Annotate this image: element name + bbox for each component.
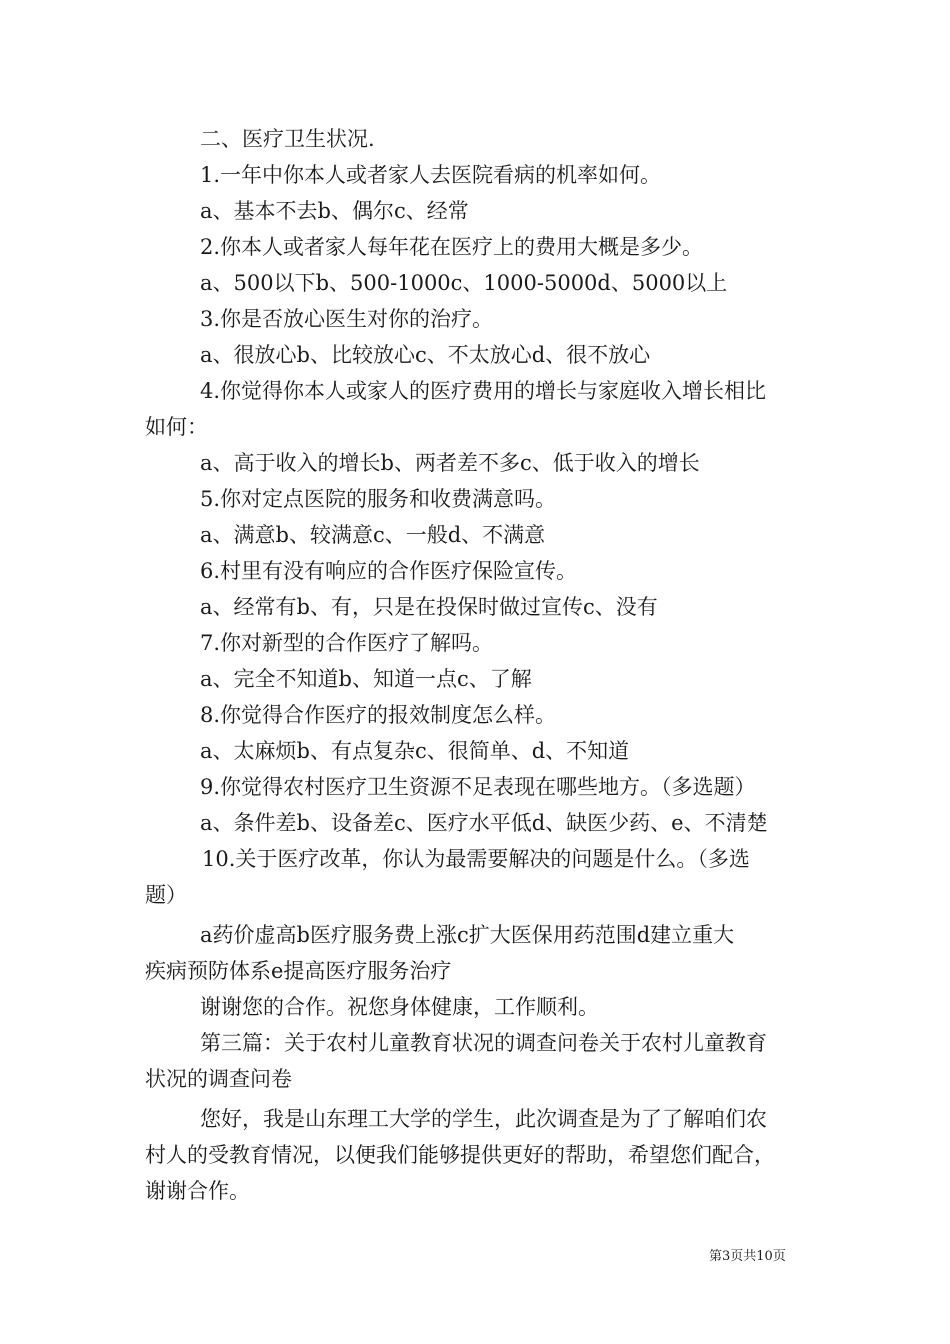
question-2-options: a、500以下b、500-1000c、1000-5000d、5000以上	[200, 271, 728, 295]
question-4-options: a、高于收入的增长b、两者差不多c、低于收入的增长	[200, 451, 700, 475]
section-heading: 二、医疗卫生状况.	[200, 127, 375, 151]
question-1: 1.一年中你本人或者家人去医院看病的机率如何。	[200, 163, 662, 187]
question-8-options: a、太麻烦b、有点复杂c、很简单、d、不知道	[200, 739, 630, 763]
question-10-line1: 10.关于医疗改革，你认为最需要解决的问题是什么。（多选	[202, 847, 750, 871]
question-10-options-line1: a药价虚高b医疗服务费上涨c扩大医保用药范围d建立重大	[200, 923, 735, 947]
question-5-options: a、满意b、较满意c、一般d、不满意	[200, 523, 546, 547]
question-8: 8.你觉得合作医疗的报效制度怎么样。	[200, 703, 557, 727]
question-10-line2: 题）	[145, 883, 187, 907]
question-3-options: a、很放心b、比较放心c、不太放心d、很不放心	[200, 343, 651, 367]
page-footer: 第3页共10页	[709, 1249, 786, 1264]
intro-line3: 谢谢合作。	[145, 1179, 250, 1203]
question-6: 6.村里有没有响应的合作医疗保险宣传。	[200, 559, 578, 583]
question-1-options: a、基本不去b、偶尔c、经常	[200, 199, 469, 223]
question-5: 5.你对定点医院的服务和收费满意吗。	[200, 487, 557, 511]
question-9: 9.你觉得农村医疗卫生资源不足表现在哪些地方。（多选题）	[200, 775, 756, 799]
question-7: 7.你对新型的合作医疗了解吗。	[200, 631, 494, 655]
question-6-options: a、经常有b、有，只是在投保时做过宣传c、没有	[200, 595, 658, 619]
question-2: 2.你本人或者家人每年花在医疗上的费用大概是多少。	[200, 235, 704, 259]
intro-line2: 村人的受教育情况，以便我们能够提供更好的帮助，希望您们配合，	[145, 1143, 775, 1167]
question-4-line1: 4.你觉得你本人或家人的医疗费用的增长与家庭收入增长相比	[200, 379, 767, 403]
question-10-options-line2: 疾病预防体系e提高医疗服务治疗	[145, 959, 452, 983]
question-4-line2: 如何：	[145, 415, 208, 439]
question-7-options: a、完全不知道b、知道一点c、了解	[200, 667, 532, 691]
question-9-options: a、条件差b、设备差c、医疗水平低d、缺医少药、e、不清楚	[200, 811, 768, 835]
thanks-line: 谢谢您的合作。祝您身体健康，工作顺利。	[200, 995, 599, 1019]
third-title-line2: 状况的调查问卷	[145, 1067, 292, 1091]
third-title-line1: 第三篇：关于农村儿童教育状况的调查问卷关于农村儿童教育	[200, 1031, 767, 1055]
intro-line1: 您好，我是山东理工大学的学生，此次调查是为了了解咱们农	[200, 1107, 767, 1131]
question-3: 3.你是否放心医生对你的治疗。	[200, 307, 494, 331]
